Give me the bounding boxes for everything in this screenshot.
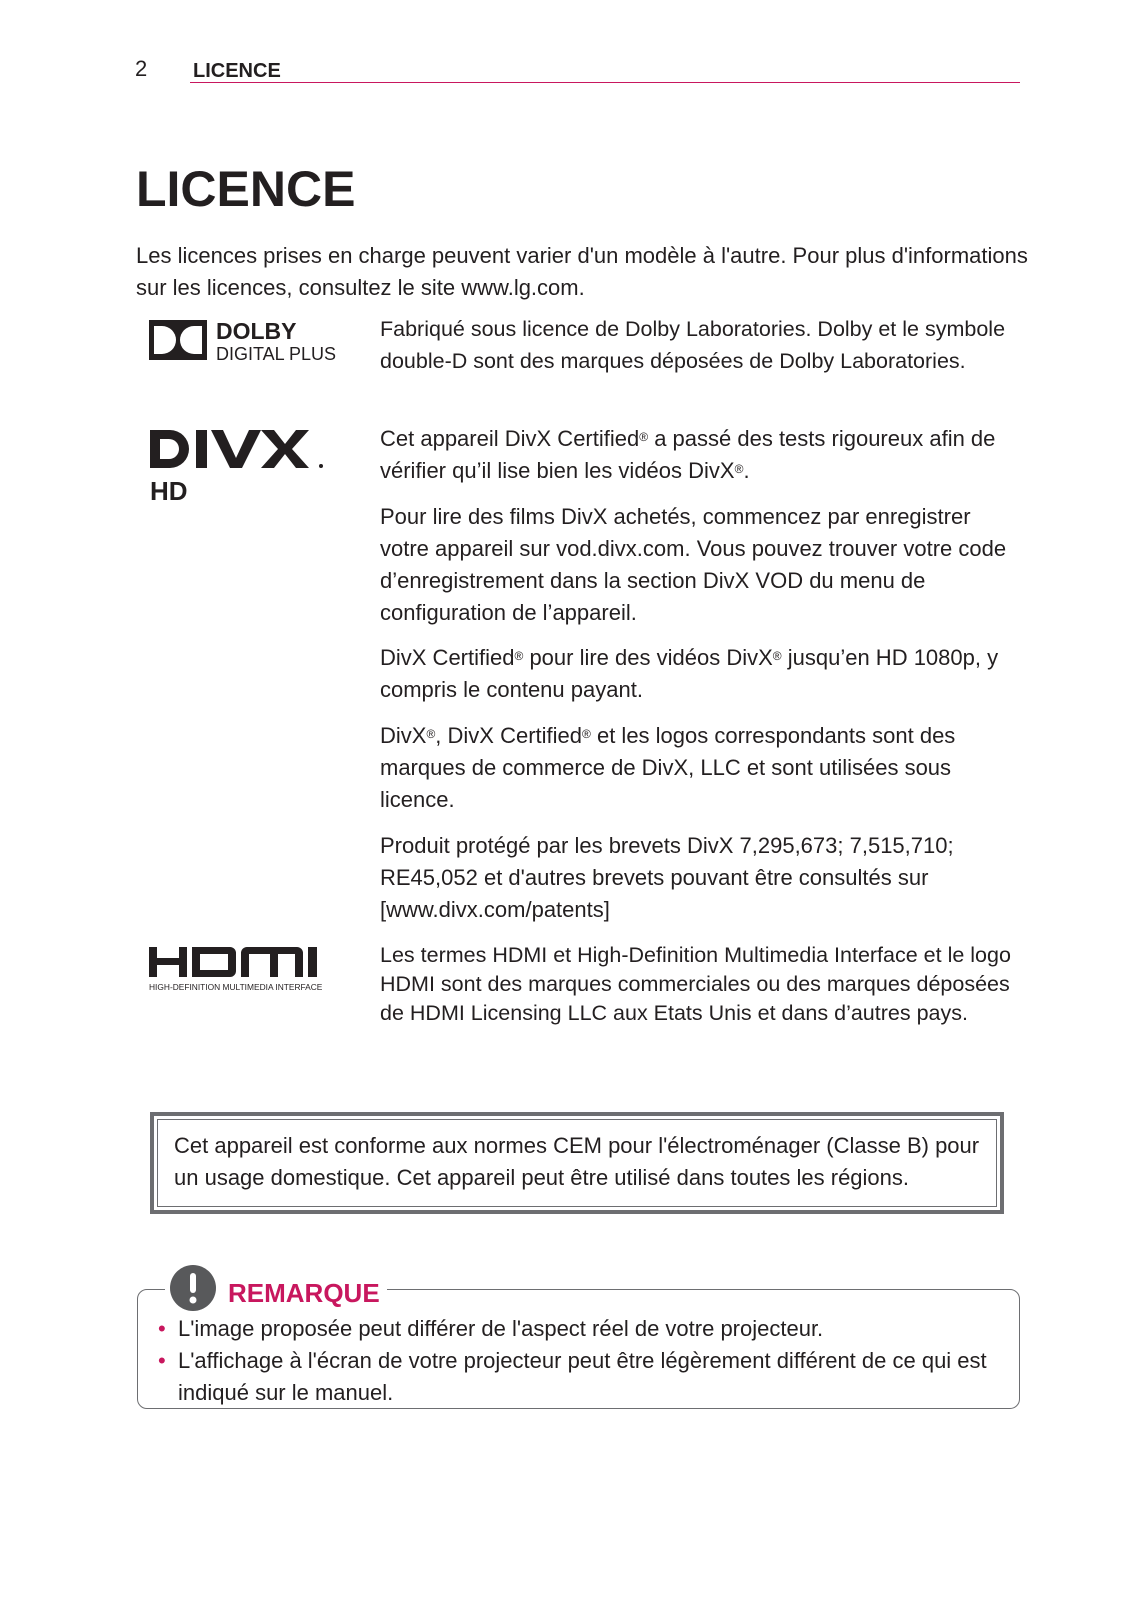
note-list	[150, 1313, 1020, 1409]
list-item: • L'affichage à l'écran de votre projecteur peut être légèrement différent de ce qui est indiqué sur le manuel.	[150, 1345, 1020, 1409]
divx-paragraph-1: Cet appareil DivX Certified® a passé des tests rigoureux afin de vérifier qu’il lise bien les vidéos DivX®.	[380, 426, 996, 483]
note-warning-icon	[170, 1265, 216, 1311]
dolby-text: Fabriqué sous licence de Dolby Laboratories. Dolby et le symbole double-D sont des marques déposées de Dolby Laboratories.	[380, 317, 1006, 373]
hdmi-logo-subtitle: HIGH-DEFINITION MULTIMEDIA INTERFACE	[149, 982, 323, 992]
running-header: LICENCE	[193, 60, 281, 82]
bullet-icon: •	[158, 1316, 166, 1341]
divx-paragraph-4: DivX®, DivX Certified® et les logos correspondants sont des marques de commerce de DivX, LLC et sont utilisées sous licence.	[380, 723, 956, 812]
page-number: 2	[135, 56, 148, 81]
divx-hd-logo	[148, 428, 333, 504]
divx-paragraph-5: Produit protégé par les brevets DivX 7,295,673; 7,515,710; RE45,052 et d'autres brevets pouvant être consultés sur [www.divx.com/patents]	[380, 833, 954, 922]
divx-paragraph-3: DivX Certified® pour lire des vidéos DivX® jusqu’en HD 1080p, y compris le contenu payant.	[380, 645, 999, 702]
hdmi-text: Les termes HDMI et High-Definition Multimedia Interface et le logo HDMI sont des marques commerciales ou des marques déposées de HDMI Licensing LLC aux Etats Unis et dans d’autres pays.	[380, 943, 1011, 1025]
divx-paragraph-2: Pour lire des films DivX achetés, commencez par enregistrer votre appareil sur vod.divx.com. Vous pouvez trouver votre code d’enregistrement dans la section DivX VOD du menu de configuration de l’appareil.	[380, 504, 1007, 625]
hdmi-logo-icon	[148, 946, 338, 994]
dolby-logo	[148, 318, 363, 364]
note-title: REMARQUE	[228, 1278, 380, 1308]
dolby-logo-wordmark: DOLBY	[216, 318, 297, 344]
dolby-double-d-icon	[148, 318, 363, 364]
exclamation-icon	[170, 1265, 216, 1311]
cem-notice-text: Cet appareil est conforme aux normes CEM pour l'électroménager (Classe B) pour un usage domestique. Cet appareil peut être utilisé dans toutes les régions.	[174, 1133, 980, 1190]
divx-logo-hd-label: HD	[150, 476, 188, 504]
header-rule	[190, 82, 1020, 83]
list-item: • L'image proposée peut différer de l'aspect réel de votre projecteur.	[150, 1313, 1020, 1345]
divx-logo-icon	[148, 428, 333, 504]
dolby-logo-subtitle: DIGITAL PLUS	[216, 344, 337, 364]
bullet-icon: •	[158, 1348, 166, 1373]
intro-paragraph: Les licences prises en charge peuvent varier d'un modèle à l'autre. Pour plus d'informations sur les licences, consultez le site www.lg.com.	[136, 243, 1028, 300]
page-title: LICENCE	[136, 161, 356, 217]
cem-notice-box	[150, 1112, 1004, 1214]
hdmi-logo	[148, 946, 338, 994]
